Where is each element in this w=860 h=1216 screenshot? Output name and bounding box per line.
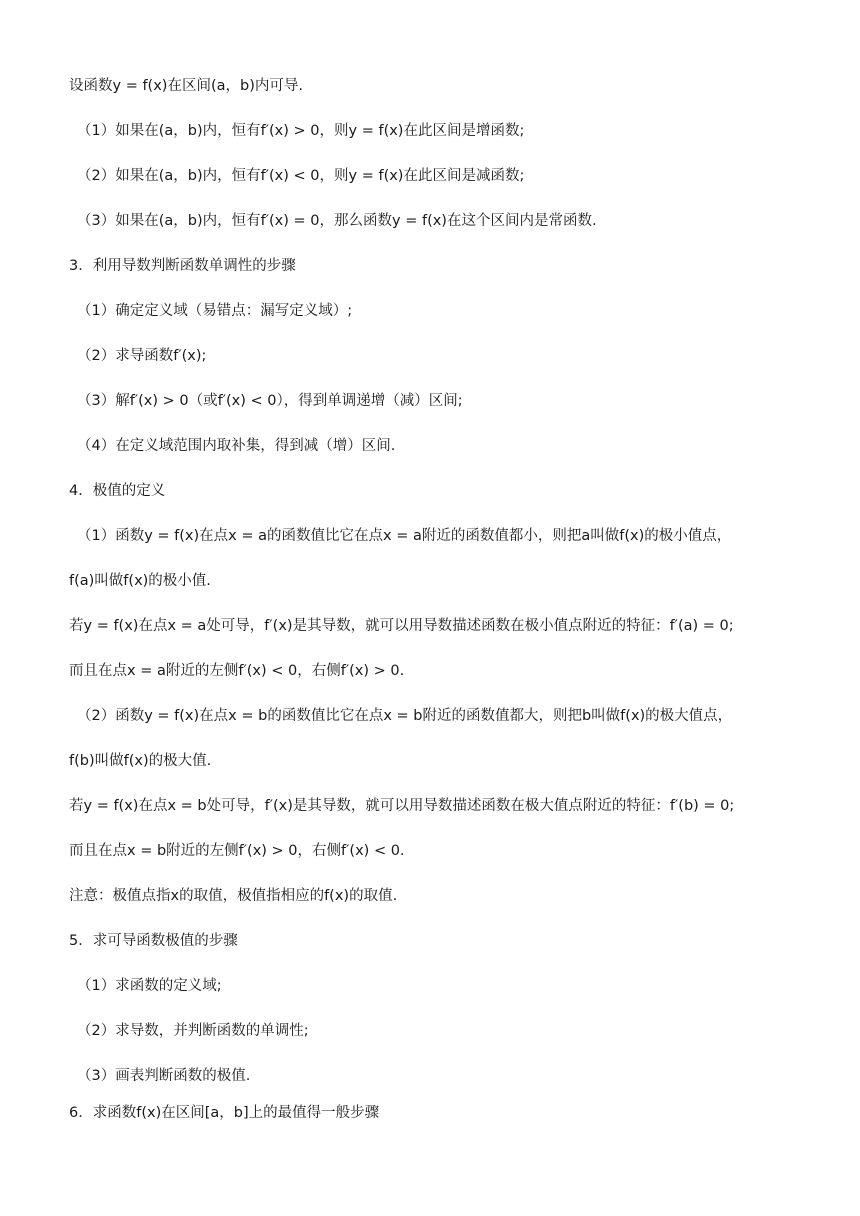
paragraph-minimum-value: f(a)叫做f(x)的极小值.	[69, 573, 211, 589]
list-item-derivative: （2）求导函数f′(x);	[77, 348, 207, 364]
list-item-table: （3）画表判断函数的极值.	[77, 1068, 251, 1084]
paragraph-maximum-value: f(b)叫做f(x)的极大值.	[69, 753, 212, 769]
list-item-complement: （4）在定义域范围内取补集，得到减（增）区间.	[77, 438, 396, 454]
paragraph-maximum-definition: （2）函数y = f(x)在点x = b的函数值比它在点x = b附近的函数值都大，则把b叫做f(x)的极大值点，	[77, 708, 733, 724]
list-item-decreasing: （2）如果在(a，b)内，恒有f′(x) < 0，则y = f(x)在此区间是减函数;	[77, 168, 525, 184]
section-heading-6: 6．求函数f(x)在区间[a，b]上的最值得一般步骤	[69, 1105, 380, 1121]
paragraph-note: 注意：极值点指x的取值，极值指相应的f(x)的取值.	[69, 888, 398, 904]
list-item-constant: （3）如果在(a，b)内，恒有f′(x) = 0，那么函数y = f(x)在这个区间内是常函数.	[77, 213, 597, 229]
section-heading-5: 5．求可导函数极值的步骤	[69, 933, 238, 949]
list-item-find-domain: （1）求函数的定义域;	[77, 978, 222, 994]
section-heading-4: 4．极值的定义	[69, 483, 166, 499]
paragraph-minimum-sides: 而且在点x = a附近的左侧f′(x) < 0，右侧f′(x) > 0.	[69, 663, 405, 679]
paragraph-maximum-sides: 而且在点x = b附近的左侧f′(x) > 0，右侧f′(x) < 0.	[69, 843, 405, 859]
section-heading-3: 3．利用导数判断函数单调性的步骤	[69, 258, 296, 274]
paragraph-minimum-derivative: 若y = f(x)在点x = a处可导，f′(x)是其导数，就可以用导数描述函数在极小值点附近的特征：f′(a) = 0;	[69, 618, 734, 634]
list-item-monotonicity: （2）求导数，并判断函数的单调性;	[77, 1023, 309, 1039]
paragraph-intro: 设函数y = f(x)在区间(a，b)内可导.	[69, 78, 303, 94]
list-item-domain: （1）确定定义域（易错点：漏写定义域）;	[77, 303, 353, 319]
paragraph-maximum-derivative: 若y = f(x)在点x = b处可导，f′(x)是其导数，就可以用导数描述函数在极大值点附近的特征：f′(b) = 0;	[69, 798, 735, 814]
paragraph-minimum-definition: （1）函数y = f(x)在点x = a的函数值比它在点x = a附近的函数值都小，则把a叫做f(x)的极小值点，	[77, 528, 732, 544]
list-item-increasing: （1）如果在(a，b)内，恒有f′(x) > 0，则y = f(x)在此区间是增函数;	[77, 123, 525, 139]
list-item-solve: （3）解f′(x) > 0（或f′(x) < 0），得到单调递增（减）区间;	[77, 393, 463, 409]
